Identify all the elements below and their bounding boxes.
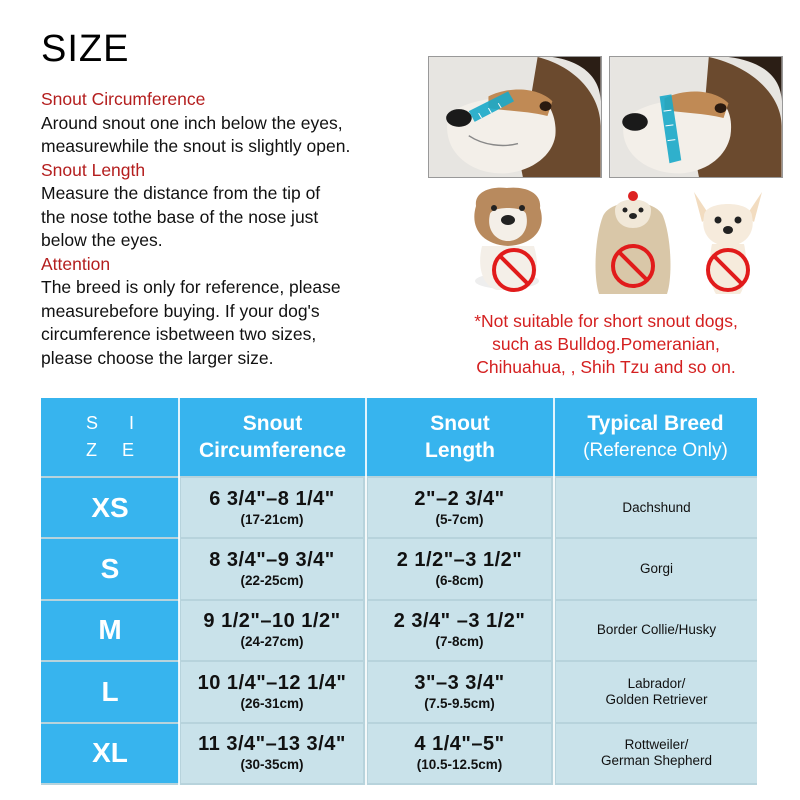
inch-range: 8 3/4"–9 3/4"	[209, 549, 335, 572]
header-text: Length	[425, 439, 495, 462]
size-chart-table	[41, 398, 757, 785]
size-label: S	[41, 539, 179, 598]
cm-range: (30-35cm)	[240, 757, 304, 773]
chihuahua-prohibited-icon	[680, 186, 776, 300]
column-divider	[553, 398, 555, 785]
instruction-line: Measure the distance from the tip of	[41, 183, 321, 203]
length-cell	[368, 539, 551, 598]
shih-tzu-prohibited-icon	[585, 186, 681, 300]
bulldog-prohibited-icon	[462, 186, 558, 300]
header-text: Circumference	[198, 439, 347, 462]
inch-range: 10 1/4"–12 1/4"	[197, 671, 347, 694]
inch-range: 9 1/2"–10 1/2"	[203, 610, 341, 633]
beagle-circumference-illustration	[610, 57, 782, 177]
breed-cell	[556, 478, 757, 537]
inch-range: 4 1/4"–5"	[414, 733, 505, 756]
breed-name: Border Collie/Husky	[596, 622, 717, 638]
column-divider	[178, 398, 180, 785]
inch-range: 6 3/4"–8 1/4"	[209, 487, 335, 510]
unsuitable-breeds-warning	[436, 310, 776, 379]
page-title: SIZE	[41, 28, 130, 70]
circumference-cell	[181, 601, 363, 660]
breed-name: Gorgi	[639, 561, 673, 577]
header-letter: E	[121, 440, 134, 460]
header-text: Typical Breed	[587, 412, 724, 435]
measurement-instructions	[41, 88, 421, 370]
size-label: XL	[41, 724, 179, 783]
breed-name: Rottweiler/	[624, 737, 689, 753]
size-label: L	[41, 662, 179, 721]
instruction-line: Around snout one inch below the eyes,	[41, 112, 343, 133]
warning-line: such as Bulldog.Pomeranian,	[492, 334, 720, 354]
cm-range: (10.5-12.5cm)	[416, 757, 503, 773]
size-label: XS	[41, 478, 179, 537]
length-cell	[368, 724, 551, 783]
header-letter: S	[86, 413, 99, 433]
size-column-header	[41, 398, 179, 476]
breed-column-header	[554, 398, 757, 476]
warning-line: *Not suitable for short snout dogs,	[474, 311, 738, 331]
header-letter: Z	[86, 440, 97, 460]
inch-range: 2 1/2"–3 1/2"	[396, 549, 523, 572]
cm-range: (26-31cm)	[240, 695, 304, 711]
breed-name: Labrador/	[627, 675, 686, 691]
header-text: Snout	[430, 412, 490, 435]
column-divider	[365, 398, 367, 785]
length-cell	[368, 662, 551, 721]
size-label: M	[41, 601, 179, 660]
header-letter: I	[128, 413, 134, 433]
circumference-cell	[181, 724, 363, 783]
header-text: (Reference Only)	[583, 440, 728, 461]
warning-line: Chihuahua, , Shih Tzu and so on.	[476, 357, 736, 377]
instruction-line: circumference isbetween two sizes,	[41, 324, 317, 344]
instruction-heading: Attention	[41, 253, 111, 274]
cm-range: (6-8cm)	[435, 573, 484, 589]
breed-cell	[556, 662, 757, 721]
beagle-snout-length-photo	[428, 56, 602, 178]
breed-cell	[556, 724, 757, 783]
inch-range: 2"–2 3/4"	[414, 487, 505, 510]
breed-name: Dachshund	[622, 499, 691, 515]
circumference-cell	[181, 662, 363, 721]
cm-range: (7.5-9.5cm)	[424, 695, 495, 711]
instruction-line: below the eyes.	[41, 230, 163, 250]
cm-range: (5-7cm)	[435, 511, 484, 527]
header-text: Snout	[242, 412, 303, 435]
breed-cell	[556, 539, 757, 598]
length-cell	[368, 478, 551, 537]
instruction-heading: Snout Length	[41, 159, 146, 180]
cm-range: (24-27cm)	[240, 634, 304, 650]
length-column-header	[366, 398, 554, 476]
inch-range: 11 3/4"–13 3/4"	[198, 733, 346, 756]
breed-name: German Shepherd	[600, 753, 713, 769]
instruction-line: please choose the larger size.	[41, 347, 274, 368]
instruction-line: measurebefore buying. If your dog's	[41, 300, 320, 321]
cm-range: (7-8cm)	[435, 634, 484, 650]
circumference-cell	[181, 478, 363, 537]
inch-range: 3"–3 3/4"	[414, 671, 505, 694]
length-cell	[368, 601, 551, 660]
breed-cell	[556, 601, 757, 660]
breed-name: Golden Retriever	[605, 691, 708, 707]
instruction-line: measurewhile the snout is slightly open.	[41, 136, 351, 156]
cm-range: (17-21cm)	[240, 511, 304, 527]
beagle-snout-circumference-photo	[609, 56, 783, 178]
beagle-length-illustration	[429, 57, 601, 177]
circumference-column-header	[179, 398, 366, 476]
instruction-heading: Snout Circumference	[41, 89, 206, 109]
circumference-cell	[181, 539, 363, 598]
instruction-line: The breed is only for reference, please	[41, 277, 341, 297]
inch-range: 2 3/4" –3 1/2"	[393, 610, 526, 633]
instruction-line: the nose tothe base of the nose just	[41, 206, 319, 227]
cm-range: (22-25cm)	[240, 573, 304, 589]
